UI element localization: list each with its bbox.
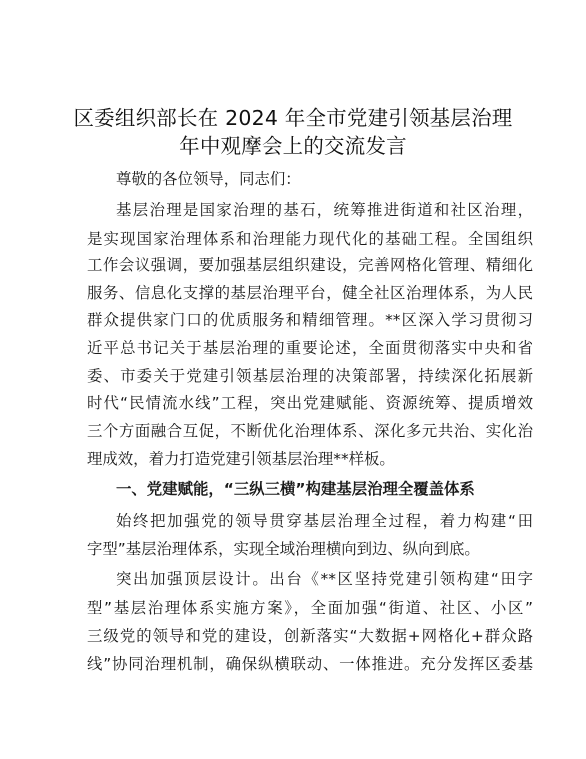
paragraph1-line: 是实现国家治理体系和治理能力现代化的基础工程。全国组织: [87, 230, 533, 248]
paragraph1-line: 近平总书记关于基层治理的重要论述，全面贯彻落实中央和省: [87, 339, 533, 357]
paragraph1-line: 工作会议强调，要加强基层组织建设，完善网格化管理、精细化: [87, 256, 533, 274]
paragraph3-line: 型”基层治理体系实施方案》，全面加强“街道、社区、小区”: [87, 599, 533, 617]
section1-heading: 一、党建赋能，“三纵三横”构建基层治理全覆盖体系: [116, 480, 475, 498]
salutation: 尊敬的各位领导，同志们：: [116, 170, 301, 188]
paragraph1-line: 时代“民情流水线”工程，突出党建赋能、资源统筹、提质增效: [87, 394, 533, 412]
paragraph1-line: 群众提供家门口的优质服务和精细管理。**区深入学习贯彻习: [87, 311, 533, 329]
paragraph3-line: 三级党的领导和党的建设，创新落实“大数据+网格化+群众路: [87, 627, 533, 645]
paragraph2-line: 始终把加强党的领导贯穿基层治理全过程，着力构建“田: [116, 512, 533, 530]
document-title-line1: 区委组织部长在 2024 年全市党建引领基层治理: [73, 106, 513, 130]
paragraph2-line: 字型”基层治理体系，实现全域治理横向到边、纵向到底。: [87, 540, 480, 558]
paragraph3-line: 突出加强顶层设计。出台《**区坚持党建引领构建“田字: [116, 570, 533, 588]
paragraph1-line: 三个方面融合互促，不断优化治理体系、深化多元共治、实化治: [87, 422, 533, 440]
paragraph3-line: 线”协同治理机制，确保纵横联动、一体推进。充分发挥区委基: [87, 655, 533, 673]
document-title-line2: 年中观摩会上的交流发言: [179, 134, 407, 158]
paragraph1-line: 理成效，着力打造党建引领基层治理**样板。: [87, 450, 395, 468]
paragraph1-line: 委、市委关于党建引领基层治理的决策部署，持续深化拓展新: [87, 367, 533, 385]
paragraph1-line: 基层治理是国家治理的基石，统筹推进街道和社区治理，: [116, 201, 533, 219]
paragraph1-line: 服务、信息化支撑的基层治理平台，健全社区治理体系，为人民: [87, 284, 533, 302]
